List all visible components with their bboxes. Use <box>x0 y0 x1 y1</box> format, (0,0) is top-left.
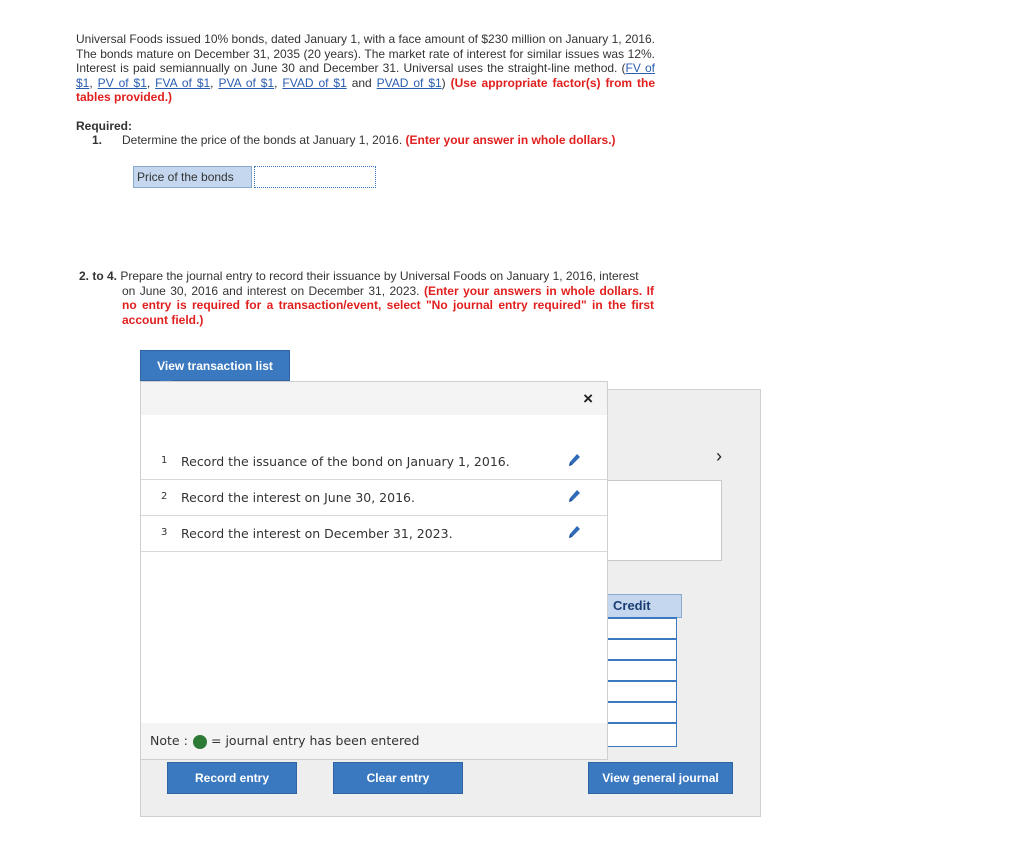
panel-header <box>141 382 607 415</box>
requirement-2-4-text-rest: on June 30, 2016 and interest on December 31, 2023. <box>122 283 420 298</box>
link-fva[interactable]: FVA of $1 <box>155 75 211 90</box>
transaction-item[interactable] <box>141 480 607 516</box>
pencil-icon[interactable] <box>567 452 581 471</box>
separator: , <box>89 75 98 90</box>
transaction-number: 3 <box>161 527 168 538</box>
requirement-1 <box>92 133 616 147</box>
link-pv[interactable]: PV of $1 <box>97 75 147 90</box>
credit-cell[interactable] <box>606 722 677 747</box>
separator: , <box>274 75 283 90</box>
next-arrow-icon[interactable]: › <box>716 446 722 466</box>
note-bar <box>141 723 607 759</box>
record-entry-button[interactable]: Record entry <box>167 762 297 794</box>
credit-cell[interactable] <box>606 659 677 681</box>
required-heading: Required: <box>76 119 133 133</box>
transaction-text: Record the interest on June 30, 2016. <box>181 490 415 505</box>
note-label: Note : <box>150 733 188 748</box>
problem-statement <box>76 32 655 105</box>
note-text: = journal entry has been entered <box>211 733 420 748</box>
link-fvad[interactable]: FVAD of $1 <box>282 75 347 90</box>
price-label: Price of the bonds <box>133 166 252 188</box>
transaction-list <box>141 444 607 552</box>
requirement-2-4-instruction: (Enter your answers in whole dollars. If no entry is required for a transaction/event, select "No journal entry required" in the first account field.) <box>122 283 654 327</box>
link-pva[interactable]: PVA of $1 <box>218 75 275 90</box>
requirement-2-4 <box>79 269 654 327</box>
pencil-icon[interactable] <box>567 488 581 507</box>
pencil-icon[interactable] <box>567 524 581 543</box>
requirement-2-4-first-line <box>79 269 639 283</box>
separator: , <box>210 75 219 90</box>
separator: and <box>346 75 377 90</box>
view-general-journal-button[interactable]: View general journal <box>588 762 733 794</box>
link-pvad[interactable]: PVAD of $1 <box>376 75 442 90</box>
separator: , <box>146 75 156 90</box>
requirement-1-instruction: (Enter your answer in whole dollars.) <box>405 133 616 147</box>
problem-text: Universal Foods issued 10% bonds, dated January 1, with a face amount of $230 million on January 1, 2016. The bonds mature on December 31, 2035 (20 years). The market rate of interest for similar issues was 12%. Interest is paid semiannually on June 30 and December 31. Universal uses the straight-line method. ( <box>76 32 655 76</box>
transaction-number: 2 <box>161 491 168 502</box>
credit-cell[interactable] <box>606 638 677 660</box>
requirement-2-4-number: 2. to 4. <box>79 269 118 283</box>
requirement-1-text: Determine the price of the bonds at January 1, 2016. <box>122 133 403 147</box>
worksheet-entry-box <box>604 480 722 561</box>
link-fv[interactable]: FV of $1 <box>76 61 655 90</box>
transaction-item[interactable] <box>141 516 607 552</box>
credit-cell[interactable] <box>606 701 677 723</box>
price-row <box>133 166 376 188</box>
entered-dot-icon <box>193 735 207 749</box>
requirement-2-4-continuation <box>79 284 654 328</box>
view-transaction-list-button[interactable]: View transaction list <box>140 350 290 381</box>
credit-cell[interactable] <box>606 617 677 639</box>
credit-column-header: Credit <box>606 594 682 618</box>
price-input[interactable] <box>254 166 376 188</box>
transaction-list-panel <box>140 381 608 760</box>
transaction-item[interactable] <box>141 444 607 480</box>
transaction-number: 1 <box>161 455 168 466</box>
transaction-text: Record the issuance of the bond on January 1, 2016. <box>181 454 510 469</box>
close-icon[interactable]: × <box>583 389 593 408</box>
credit-cell[interactable] <box>606 680 677 702</box>
requirement-2-4-text: Prepare the journal entry to record their issuance by Universal Foods on January 1, 2016, interest <box>120 269 639 283</box>
clear-entry-button[interactable]: Clear entry <box>333 762 463 794</box>
factor-instruction: (Use appropriate factor(s) from the tables provided.) <box>76 75 656 105</box>
requirement-1-number: 1. <box>92 133 103 147</box>
transaction-text: Record the interest on December 31, 2023. <box>181 526 453 541</box>
separator: ) <box>441 75 451 90</box>
